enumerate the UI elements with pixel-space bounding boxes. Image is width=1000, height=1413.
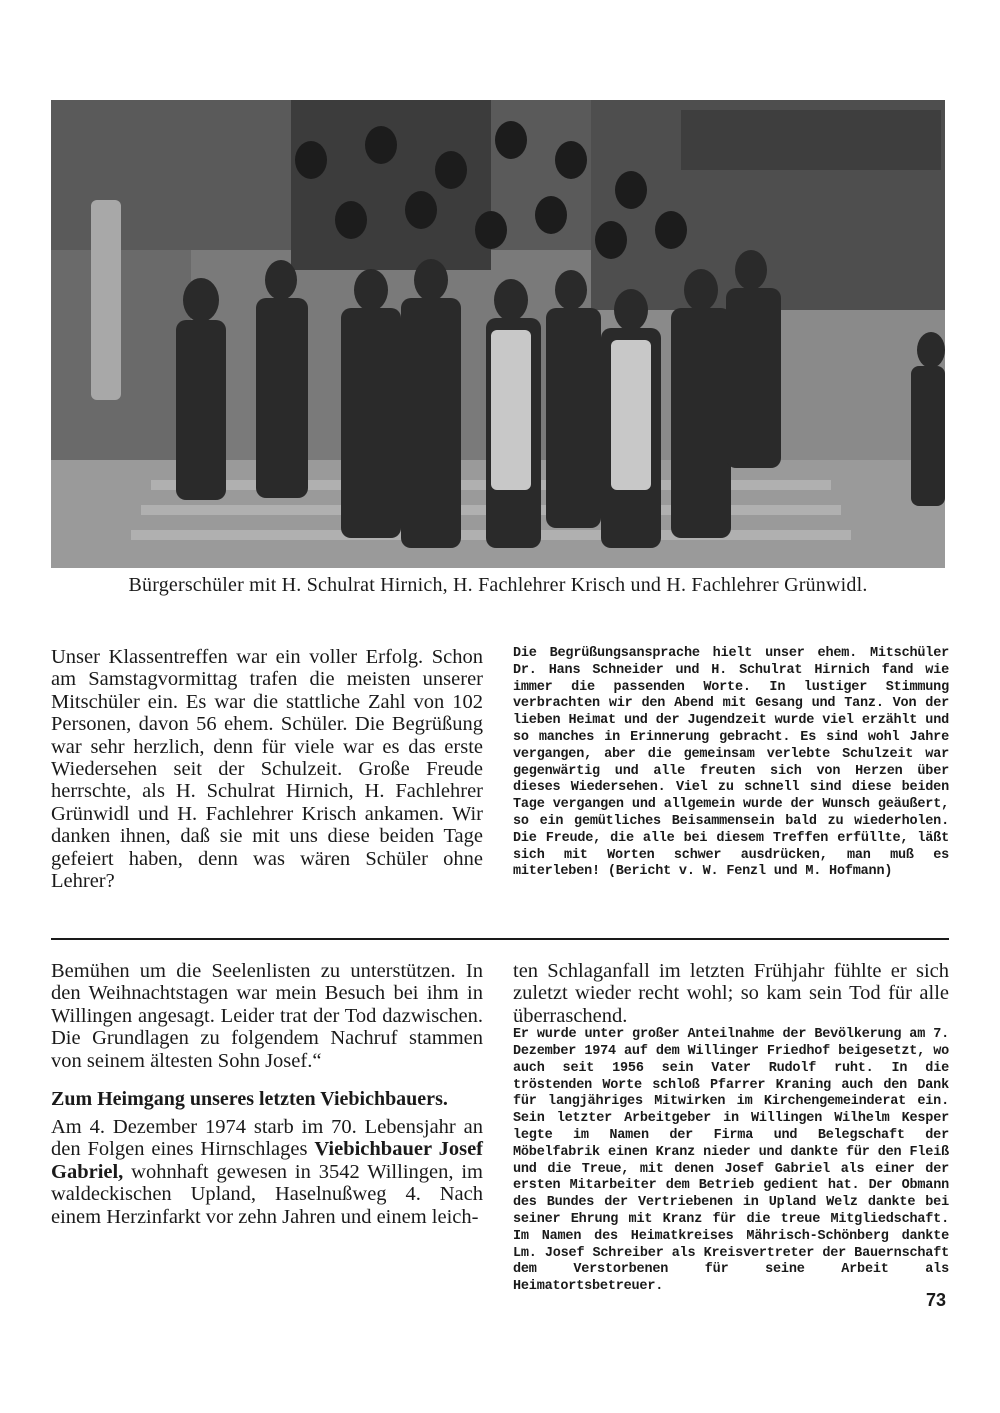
group-photo	[51, 100, 945, 568]
body-text: wohnhaft gewesen in 3542 Willingen, im waldeckischen Upland, Haselnußweg 4. Nach einem Herzinfarkt vor zehn Jahren und einem leich-	[51, 1160, 483, 1228]
photo-caption: Bürgerschüler mit H. Schulrat Hirnich, H. Fachlehrer Krisch und H. Fachlehrer Grünwidl.	[128, 574, 868, 596]
group-photo-image	[51, 100, 945, 568]
article-column-right-bottom	[513, 960, 949, 1296]
section-divider	[51, 938, 949, 940]
article-column-left-top	[51, 646, 483, 892]
article-column-right-top	[513, 646, 949, 881]
page-number: 73	[925, 1290, 946, 1310]
deceased-name: Viebichbauer Josef Gabriel,	[51, 1138, 483, 1183]
obituary-heading: Zum Heimgang unseres letzten Viebichbauers.	[51, 1088, 448, 1111]
article-paragraph: Bemühen um die Seelenlisten zu unterstützen. In den Weihnachtstagen war mein Besuch bei ihm in Willingen angesagt. Leider trat der Tod dazwischen. Die Grundlagen zu folgendem Nachruf stammen von seinem ältesten Sohn Josef.“	[51, 960, 483, 1072]
article-paragraph	[51, 1116, 483, 1228]
article-paragraph: ten Schlaganfall im letzten Frühjahr fühlte er sich zuletzt wieder recht wohl; so kam sein Tod für alle überraschend.	[513, 960, 949, 1027]
article-paragraph: Unser Klassentreffen war ein voller Erfolg. Schon am Samstagvormittag trafen die meisten unserer Mitschüler ein. Es war die stattliche Zahl von 102 Personen, davon 56 ehem. Schüler. Die Begrüßung war sehr herzlich, denn für viele war es das erste Wiedersehen seit der Schulzeit. Große Freude herrschte, als H. Schulrat Hirnich, H. Fachlehrer Grünwidl und H. Fachlehrer Krisch ankamen. Wir danken ihnen, daß sie mit uns diese beiden Tage gefeiert haben, denn was wären Schüler ohne Lehrer?	[51, 646, 483, 893]
article-paragraph: Die Begrüßungsansprache hielt unser ehem. Mitschüler Dr. Hans Schneider und H. Schulrat Hirnich fand wie immer die passenden Worte. In lustiger Stimmung verbrachten wir den Abend mit Gesang und Tanz. Von der lieben Heimat und der Jugendzeit wurde viel erzählt und so manches in Erinnerung gebracht. Es sind wohl Jahre vergangen, aber die gemeinsam verlebte Schulzeit war gegenwärtig und alle freuten sich von Herzen über dieses Wiedersehen. Viel zu schnell sind diese beiden Tage vergangen und allgemein wurde der Wunsch geäußert, so ein gemütliches Beisammensein bald zu wiederholen. Die Freude, die alle bei diesem Treffen erfüllte, läßt sich mit Worten schwer ausdrücken, man muß es miterleben! (Bericht v. W. Fenzl und M. Hofmann)	[513, 646, 949, 880]
article-column-left-bottom	[51, 960, 483, 1228]
body-text: Am 4. Dezember 1974 starb im 70. Lebensjahr an den Folgen eines Hirnschlages	[51, 1116, 483, 1161]
article-paragraph: Er wurde unter großer Anteilnahme der Bevölkerung am 7. Dezember 1974 auf dem Willinger Friedhof beigesetzt, wo auch seit 1956 sein Vater Rudolf ruht. In die tröstenden Worte schloß Pfarrer Kraning auch den Dank für langjähriges Mitwirken im Kirchengemeinderat ein. Sein letzter Arbeitgeber in Willingen Wilhelm Kesper legte im Namen der Firma und Belegschaft der Möbelfabrik einen Kranz nieder und dankte für den Fleiß und die Treue, mit denen Josef Gabriel als einer der ersten Mitarbeiter dem Betrieb gedient hat. Der Obmann des Bundes der Vertriebenen in Upland Welz dankte bei seiner Ehrung mit Kranz für die treue Mitgliedschaft. Im Namen des Heimatkreises Mährisch-Schönberg dankte Lm. Josef Schreiber als Kreisvertreter der Bauernschaft dem Verstorbenen für seine Arbeit als Heimatortsbetreuer.	[513, 1027, 949, 1295]
